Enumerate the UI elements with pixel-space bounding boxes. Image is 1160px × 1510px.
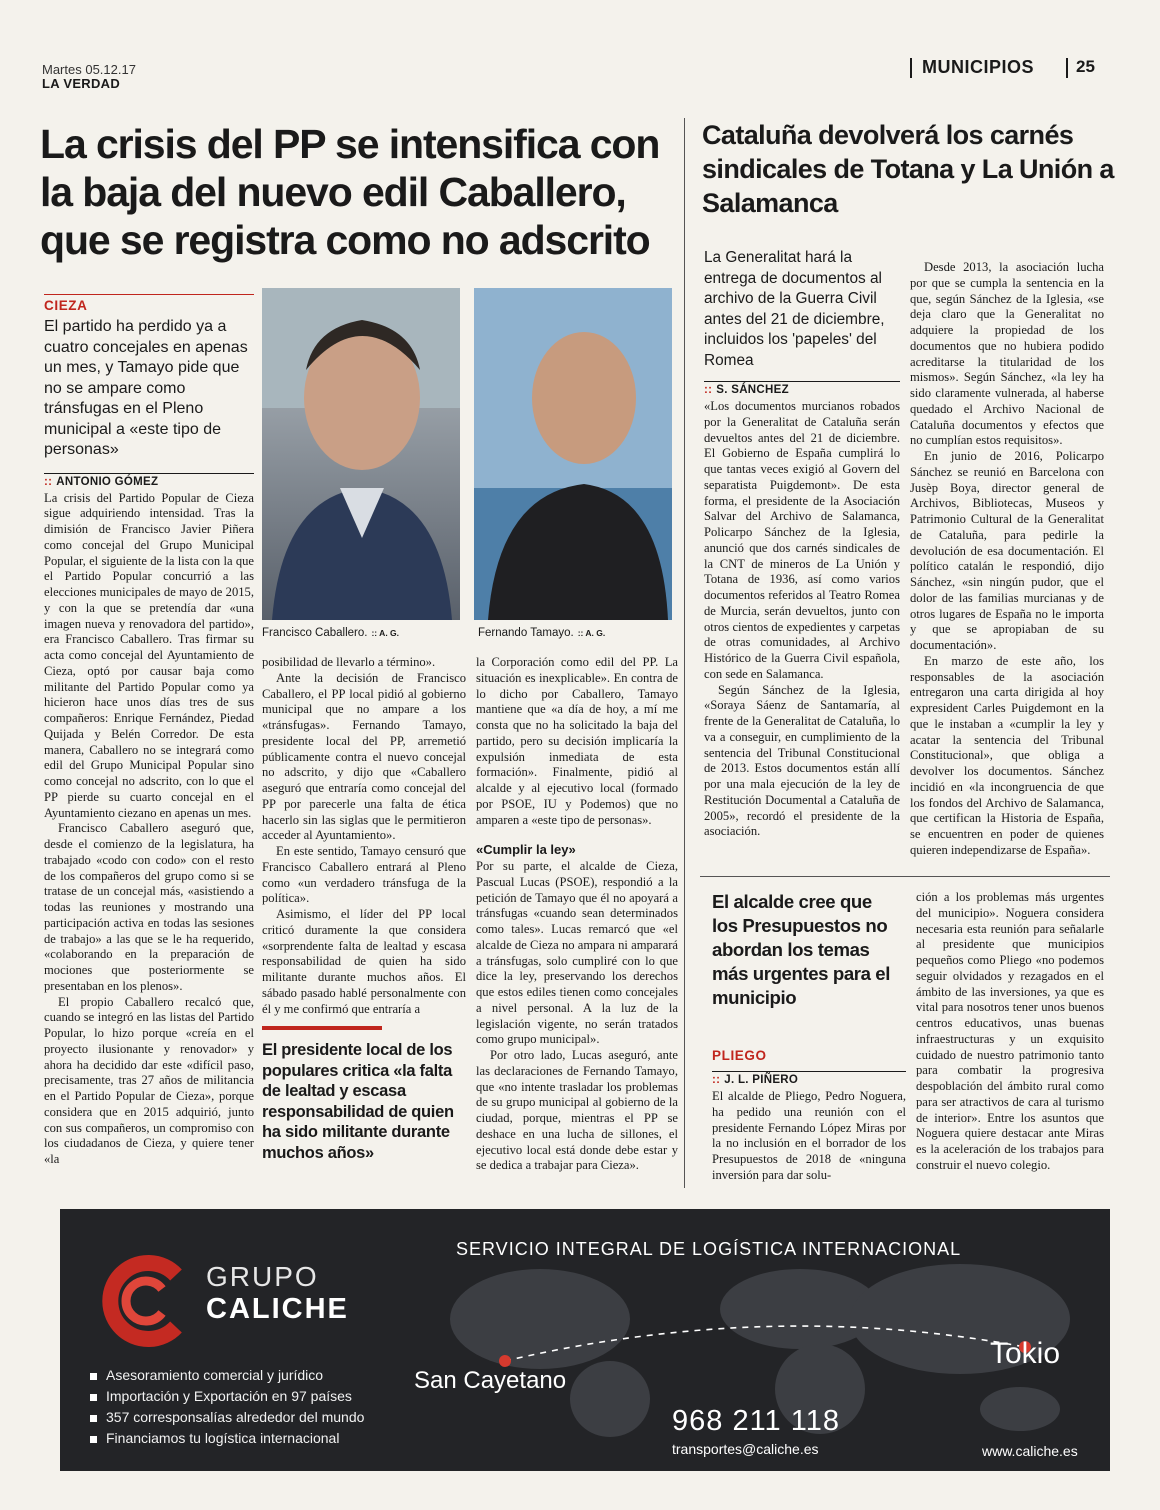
caliche-logo-icon: [96, 1253, 192, 1349]
caption-caballero: Francisco Caballero. :: A. G.: [262, 627, 400, 639]
photo-fernando-tamayo: [474, 288, 672, 620]
main-col1: La crisis del Partido Popular de Cieza sigue adquiriendo intensidad. Tras la dimisión de Francisco Javier Piñera como concejal del Grupo Municipal Popular, el siguiente de la lista con la que el Partido Popular concurrió a las elecciones municipales de mayo de 2015, y con la que se pretendía dar «una imagen nueva y renovadora del partido», era Francisco Caballero. Tras firmar su acta como concejal del Ayuntamiento de Cieza, optó por causar baja como militante del Partido Popular como ya hicieron hace unos días tres de sus compañeros: Enrique Fernández, Piedad Quijada y Belén Corredor. De esta manera, Caballero no se integrará como edil del Grupo Municipal Popular sino como concejal no adscrito, con lo que el PP pierde su cuarto concejal en el Ayuntamiento ciezano en apenas un mes. Francisco Caballero aseguró que, desde el comienzo de la legislatura, ha trabajado «codo con codo» con el resto de los compañeros del grupo como si se tratase de un concejal más, «asistiendo a todas las reuniones y mostrando una participación activa en todas las sesiones de trabajo» a las que se le ha requerido, «colaborando en la preparación de mociones que posteriormente se presentaban en los plenos». El propio Caballero recalcó que, cuando se integró en las listas del Partido Popular, lo hizo porque «creía en el proyecto ilusionante y renovador» y ahora ha decidido dar este «difícil paso, precisamente, tras 27 años de militancia en el Partido Popular de Cieza», porque considera que en 2015 adquirió, junto con sus compañeros, un compromiso con los ciudadanos de Cieza, y quiere tener «la: [44, 490, 254, 1166]
portrait-caballero-icon: [262, 288, 460, 620]
ad-bullet-4: Financiamos tu logística internacional: [90, 1430, 364, 1446]
page-number: 25: [1076, 57, 1095, 76]
subhead-cumplir-ley: «Cumplir la ley»: [476, 842, 576, 858]
catalonia-byline: :: S. SÁNCHEZ: [704, 381, 900, 396]
main-left-column: [44, 294, 254, 1168]
origin-label: San Cayetano: [414, 1367, 567, 1394]
destination-label: Tokio: [990, 1337, 1061, 1370]
pliego-headline: El alcalde cree que los Presupuestos no abordan los temas más urgentes para el municipio: [712, 891, 891, 1008]
catalonia-left-column: [704, 248, 900, 840]
ad-bullet-2: Importación y Exportación en 97 países: [90, 1388, 364, 1404]
ad-tagline: SERVICIO INTEGRAL DE LOGÍSTICA INTERNACIONAL: [456, 1239, 962, 1259]
main-col3: la Corporación como edil del PP. La situación es inexplicable». En contra de lo dicho por Caballero, Tamayo mantiene que «a día de hoy, a mí me consta que no ha solicitado la baja del partido, pero su decisión implicaría la expulsión inmediata de esta formación». Finalmente, pidió al alcalde y al ejecutivo local (formado por PSOE, IU y Podemos) que no amparen a «este tipo de personas». «Cumplir la ley» Por su parte, el alcalde de Cieza, Pascual Lucas (PSOE), respondió a la petición de Tamayo que él no apoyará a tránsfugas «cuando sean determinados como tales». Lucas remarcó que «el alcalde de Cieza no ampara ni amparará a tránsfugas, solo cumpliré con lo que dice la ley, preservando los derechos que estos ediles tienen como concejales a nivel personal. A la luz de la legislación vigente, no serán tratados como grupo municipal». Por otro lado, Lucas aseguró, ante las declaraciones de Fernando Tamayo, que «no intente trasladar los problemas de su grupo municipal al gobierno de la ciudad, porque, mientras el PP se deshace en una lucha de sillones, el ejecutivo local está donde debe estar y se dedica a trabajar para Cieza».: [476, 655, 678, 1173]
pullquote: El presidente local de los populares critica «la falta de lealtad y escasa responsabilidad de quien ha sido militante durante muchos años»: [262, 1026, 466, 1164]
section-tag-cieza: CIEZA: [44, 294, 254, 313]
pliego-byline: :: J. L. PIÑERO: [712, 1071, 906, 1086]
ad-phone: 968 211 118: [672, 1405, 840, 1437]
main-headline: La crisis del PP se intensifica con la baja del nuevo edil Caballero, que se registra como no adscrito: [40, 121, 660, 263]
catalonia-lead: La Generalitat hará la entrega de documentos al archivo de la Guerra Civil antes del 21 de diciembre, incluidos los 'papeles' del Romea: [704, 249, 885, 369]
pliego-col1: El alcalde de Pliego, Pedro Noguera, ha pedido una reunión con el presidente Fernando López Miras por la no inclusión en el borrador de los Presupuestos de 2018 de «ninguna inversión para dar solu-: [712, 1089, 906, 1182]
pliego-separator: [700, 876, 1110, 877]
portrait-tamayo-icon: [474, 288, 672, 620]
catalonia-col2: Desde 2013, la asociación lucha por que se cumpla la sentencia en la que, según Sánchez de la Iglesia, «se deja claro que la Generalitat no adquiere la propiedad de los documentos que no hubiera podido acreditarse la titularidad de los mismos». Según Sánchez, «la ley ha sido claramente vulnerada, al haberse quedado el Archivo Nacional de Cataluña documentos y efectos que no cumplían estos requisitos». En junio de 2016, Policarpo Sánchez se reunió en Barcelona con Jusèp Boya, director general de Archivos, Bibliotecas, Museos y Patrimonio Cultural de la Generalitat de Cataluña, para pedirle la devolución de esa documentación. El político catalán le respondió, dijo Sánchez, «sin ningún pudor, que el dolor de las familias murcianas y de otros lugares de España no le importa y que se apropiaban de su documentación». En marzo de este año, los responsables de la asociación entregaron una carta dirigida al hoy expresident Carles Puigdemont en la que le instaban a «cumplir la ley y acatar la sentencia del Tribunal Constitucional», que obliga a devolver los documentos. Sánchez incidió en «la incongruencia de que los fondos del Archivo de Salamanca, que certifican la Historia de España, se encuentren en poder de quienes quieren independizarse de España».: [910, 260, 1104, 857]
ad-bullet-3: 357 corresponsalías alrededor del mundo: [90, 1409, 364, 1425]
catalonia-headline: Cataluña devolverá los carnés sindicales de Totana y La Unión a Salamanca: [702, 120, 1114, 218]
column-rule: [684, 118, 685, 1188]
photo-francisco-caballero: [262, 288, 460, 620]
section-tag-pliego: PLIEGO: [712, 1048, 767, 1063]
ad-bullet-1: Asesoramiento comercial y jurídico: [90, 1367, 364, 1383]
main-byline: :: ANTONIO GÓMEZ: [44, 473, 254, 488]
pullquote-rule: [262, 1026, 382, 1030]
caption-tamayo: Fernando Tamayo. :: A. G.: [478, 627, 606, 639]
brand-line-2: CALICHE: [206, 1293, 349, 1325]
brand-line-1: GRUPO: [206, 1261, 319, 1292]
main-col2: posibilidad de llevarlo a término». Ante la decisión de Francisco Caballero, el PP local pidió al gobierno municipal que no ampare a los «tránsfugas». Fernando Tamayo, presidente local del PP, arremetió públicamente contra el nuevo concejal no adscrito, y dijo que «Caballero aseguró que entraría como concejal del PP por parecerle una falta de ética hacerlo sin las siglas que le permitieron acceder al Ayuntamiento». En este sentido, Tamayo censuró que Francisco Caballero entrará al Pleno como «un verdadero tránsfuga de la política». Asimismo, el líder del PP local criticó duramente la que considera «sorprendente falta de lealtad y escasa responsabilidad de quien ha sido militante durante muchos años. El sábado pasado hablé personalmente con él y me confirmó que entraría a: [262, 655, 466, 1016]
caliche-advertisement: [60, 1209, 1110, 1471]
ad-bullets: [90, 1367, 364, 1446]
header-divider-left: [910, 58, 912, 78]
pliego-left-column: [712, 1048, 906, 1184]
ad-website: www.caliche.es: [982, 1443, 1078, 1459]
main-lead: El partido ha perdido ya a cuatro concejales en apenas un mes, y Tamayo pide que no se ampare como tránsfugas en el Pleno municipal a «este tipo de personas»: [44, 318, 248, 458]
paper-name: LA VERDAD: [42, 76, 121, 91]
catalonia-col1: «Los documentos murcianos robados por la Generalitat de Cataluña serán devueltos antes del 21 de diciembre. El Gobierno de España cumplirá lo que tantas veces exigió al Govern del separatista Puigdemont». De esta forma, el presidente de la Asociación Salvar del Archivo de Salamanca, Policarpo Sánchez de la Iglesia, anunció que dos carnés sindicales de la CNT de mineros de La Unión y Totana de 1936, así como varios documentos referidos al Teatro Romea de Murcia, serán devueltos, junto con otros cientos de expedientes y carpetas de otras comunidades, al Archivo Histórico de la Guerra Civil española, con sede en Salamanca. Según Sánchez de la Iglesia, «Soraya Sáenz de Santamaría, al frente de la Generalitat de Cataluña, lo va a conseguir, en cumplimiento de la sentencia del Tribunal Constitucional de 2013. Estos documentos están allí por una mala ejecución de la ley de Restitución Documental a Cataluña de 2005», recordó el presidente de la asociación.: [704, 399, 900, 839]
pliego-col2: ción a los problemas más urgentes del municipio». Noguera considera necesaria esta reunión para señalarle al presidente que municipios pequeños como Pliego «no podemos seguir olvidados y rezagados en el ámbito de las inversiones, ya que es vital para nosotros tener unos buenos centros educativos, unas buenas infraestructuras y un exquisito cuidado de nuestro patrimonio tanto para combatir la progresiva despoblación del ámbito rural como para ser atractivos de cara al turismo de interior». Entre los asuntos que Noguera quiere destacar ante Miras es la aceleración de los trabajos para construir el nuevo colegio.: [916, 890, 1104, 1172]
header-divider-right: [1066, 58, 1068, 78]
section-name: MUNICIPIOS: [922, 57, 1035, 77]
ad-email: transportes@caliche.es: [672, 1441, 819, 1457]
date-line: Martes 05.12.17: [42, 62, 136, 77]
